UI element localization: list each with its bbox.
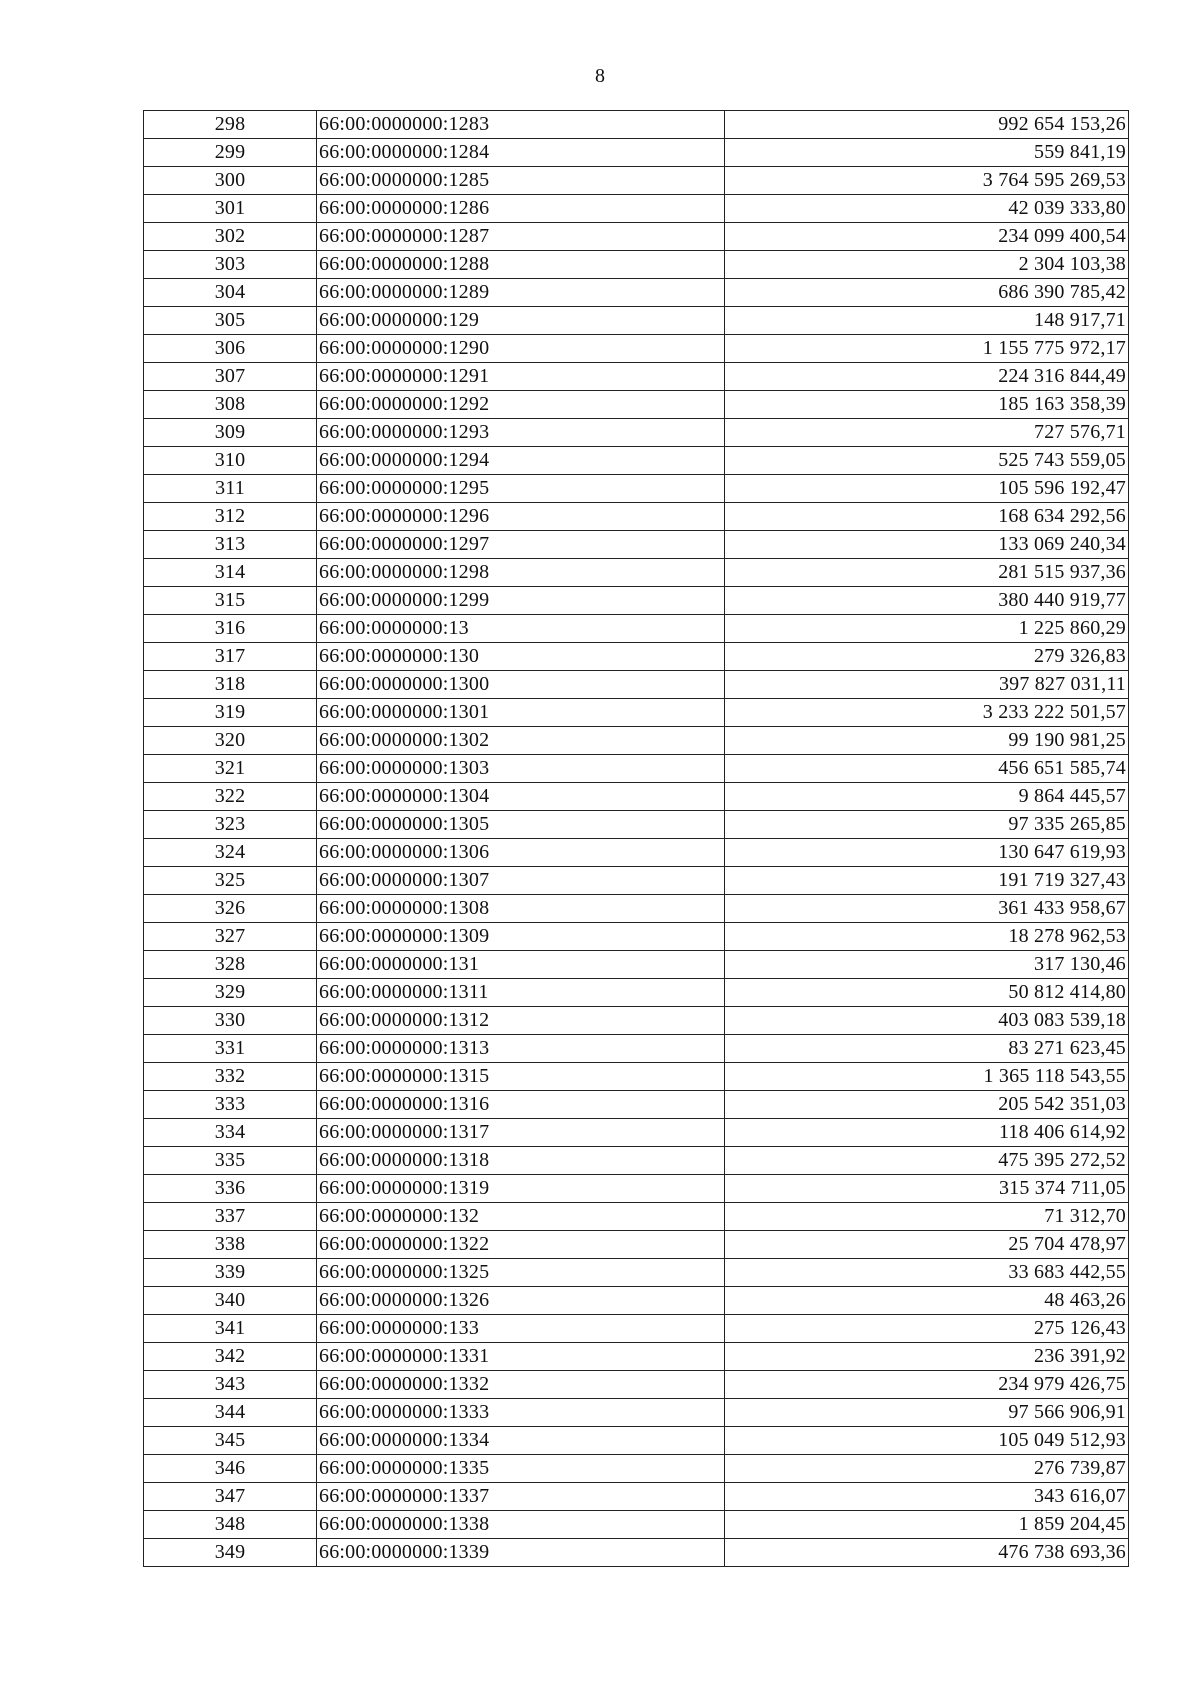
row-number: 323 xyxy=(144,811,317,839)
row-number: 328 xyxy=(144,951,317,979)
row-number: 326 xyxy=(144,895,317,923)
table-row xyxy=(144,727,1129,755)
cadastral-value: 3 764 595 269,53 xyxy=(725,167,1129,195)
table-row xyxy=(144,923,1129,951)
cadastral-value: 279 326,83 xyxy=(725,643,1129,671)
cadastral-value: 1 155 775 972,17 xyxy=(725,335,1129,363)
row-number: 329 xyxy=(144,979,317,1007)
row-number: 305 xyxy=(144,307,317,335)
cadastral-number: 66:00:0000000:1331 xyxy=(317,1343,725,1371)
table-row xyxy=(144,223,1129,251)
table-row xyxy=(144,111,1129,139)
cadastral-value: 18 278 962,53 xyxy=(725,923,1129,951)
cadastral-number: 66:00:0000000:129 xyxy=(317,307,725,335)
row-number: 314 xyxy=(144,559,317,587)
cadastral-value: 1 859 204,45 xyxy=(725,1511,1129,1539)
table-row xyxy=(144,811,1129,839)
cadastral-number: 66:00:0000000:1293 xyxy=(317,419,725,447)
cadastral-number: 66:00:0000000:1339 xyxy=(317,1539,725,1567)
row-number: 325 xyxy=(144,867,317,895)
table-row xyxy=(144,559,1129,587)
row-number: 344 xyxy=(144,1399,317,1427)
cadastral-number: 66:00:0000000:1300 xyxy=(317,671,725,699)
table-row xyxy=(144,1371,1129,1399)
row-number: 342 xyxy=(144,1343,317,1371)
row-number: 301 xyxy=(144,195,317,223)
cadastral-value: 727 576,71 xyxy=(725,419,1129,447)
table-row xyxy=(144,447,1129,475)
cadastral-value: 185 163 358,39 xyxy=(725,391,1129,419)
table-row xyxy=(144,363,1129,391)
table-row xyxy=(144,531,1129,559)
row-number: 332 xyxy=(144,1063,317,1091)
table-row xyxy=(144,699,1129,727)
table-row xyxy=(144,951,1129,979)
row-number: 298 xyxy=(144,111,317,139)
row-number: 349 xyxy=(144,1539,317,1567)
row-number: 320 xyxy=(144,727,317,755)
table-row xyxy=(144,1063,1129,1091)
cadastral-number: 66:00:0000000:1325 xyxy=(317,1259,725,1287)
row-number: 348 xyxy=(144,1511,317,1539)
table-row xyxy=(144,979,1129,1007)
cadastral-value: 234 099 400,54 xyxy=(725,223,1129,251)
row-number: 315 xyxy=(144,587,317,615)
cadastral-number: 66:00:0000000:1332 xyxy=(317,1371,725,1399)
cadastral-value: 48 463,26 xyxy=(725,1287,1129,1315)
row-number: 331 xyxy=(144,1035,317,1063)
table-row xyxy=(144,1287,1129,1315)
table-row xyxy=(144,251,1129,279)
cadastral-number: 66:00:0000000:133 xyxy=(317,1315,725,1343)
row-number: 310 xyxy=(144,447,317,475)
row-number: 340 xyxy=(144,1287,317,1315)
row-number: 327 xyxy=(144,923,317,951)
cadastral-number: 66:00:0000000:1298 xyxy=(317,559,725,587)
cadastral-number: 66:00:0000000:1303 xyxy=(317,755,725,783)
cadastral-value: 50 812 414,80 xyxy=(725,979,1129,1007)
cadastral-number: 66:00:0000000:1313 xyxy=(317,1035,725,1063)
table-row xyxy=(144,839,1129,867)
cadastral-value: 525 743 559,05 xyxy=(725,447,1129,475)
cadastral-value: 475 395 272,52 xyxy=(725,1147,1129,1175)
row-number: 318 xyxy=(144,671,317,699)
row-number: 343 xyxy=(144,1371,317,1399)
cadastral-number: 66:00:0000000:1296 xyxy=(317,503,725,531)
row-number: 324 xyxy=(144,839,317,867)
table-row xyxy=(144,1203,1129,1231)
cadastral-number: 66:00:0000000:1288 xyxy=(317,251,725,279)
cadastral-number: 66:00:0000000:1284 xyxy=(317,139,725,167)
row-number: 347 xyxy=(144,1483,317,1511)
table-row xyxy=(144,1091,1129,1119)
row-number: 300 xyxy=(144,167,317,195)
cadastral-number: 66:00:0000000:1291 xyxy=(317,363,725,391)
cadastral-number: 66:00:0000000:1283 xyxy=(317,111,725,139)
row-number: 308 xyxy=(144,391,317,419)
row-number: 345 xyxy=(144,1427,317,1455)
cadastral-number: 66:00:0000000:1316 xyxy=(317,1091,725,1119)
table-row xyxy=(144,195,1129,223)
row-number: 303 xyxy=(144,251,317,279)
cadastral-number: 66:00:0000000:1302 xyxy=(317,727,725,755)
cadastral-value: 686 390 785,42 xyxy=(725,279,1129,307)
cadastral-value: 234 979 426,75 xyxy=(725,1371,1129,1399)
row-number: 335 xyxy=(144,1147,317,1175)
cadastral-value: 42 039 333,80 xyxy=(725,195,1129,223)
cadastral-number: 66:00:0000000:1333 xyxy=(317,1399,725,1427)
cadastral-value: 361 433 958,67 xyxy=(725,895,1129,923)
table-row xyxy=(144,783,1129,811)
cadastral-value: 168 634 292,56 xyxy=(725,503,1129,531)
table-row xyxy=(144,1511,1129,1539)
table-row xyxy=(144,1539,1129,1567)
cadastral-number: 66:00:0000000:1309 xyxy=(317,923,725,951)
cadastral-value: 224 316 844,49 xyxy=(725,363,1129,391)
row-number: 299 xyxy=(144,139,317,167)
table-row xyxy=(144,139,1129,167)
row-number: 317 xyxy=(144,643,317,671)
cadastral-value: 97 335 265,85 xyxy=(725,811,1129,839)
row-number: 307 xyxy=(144,363,317,391)
row-number: 313 xyxy=(144,531,317,559)
cadastral-number: 66:00:0000000:1338 xyxy=(317,1511,725,1539)
row-number: 333 xyxy=(144,1091,317,1119)
row-number: 339 xyxy=(144,1259,317,1287)
cadastral-number: 66:00:0000000:1285 xyxy=(317,167,725,195)
cadastral-value: 191 719 327,43 xyxy=(725,867,1129,895)
cadastral-value: 130 647 619,93 xyxy=(725,839,1129,867)
table-row xyxy=(144,335,1129,363)
table-row xyxy=(144,1119,1129,1147)
row-number: 337 xyxy=(144,1203,317,1231)
cadastral-value: 317 130,46 xyxy=(725,951,1129,979)
cadastral-value-table xyxy=(143,110,1129,1567)
row-number: 334 xyxy=(144,1119,317,1147)
cadastral-number: 66:00:0000000:1287 xyxy=(317,223,725,251)
cadastral-value: 99 190 981,25 xyxy=(725,727,1129,755)
cadastral-value: 33 683 442,55 xyxy=(725,1259,1129,1287)
cadastral-value: 397 827 031,11 xyxy=(725,671,1129,699)
cadastral-value: 380 440 919,77 xyxy=(725,587,1129,615)
table-row xyxy=(144,391,1129,419)
row-number: 319 xyxy=(144,699,317,727)
cadastral-number: 66:00:0000000:1294 xyxy=(317,447,725,475)
row-number: 312 xyxy=(144,503,317,531)
cadastral-number: 66:00:0000000:13 xyxy=(317,615,725,643)
cadastral-number: 66:00:0000000:1307 xyxy=(317,867,725,895)
table-row xyxy=(144,671,1129,699)
row-number: 316 xyxy=(144,615,317,643)
cadastral-value: 205 542 351,03 xyxy=(725,1091,1129,1119)
table-row xyxy=(144,167,1129,195)
row-number: 302 xyxy=(144,223,317,251)
cadastral-value: 83 271 623,45 xyxy=(725,1035,1129,1063)
cadastral-value: 1 365 118 543,55 xyxy=(725,1063,1129,1091)
table-row xyxy=(144,895,1129,923)
cadastral-number: 66:00:0000000:1295 xyxy=(317,475,725,503)
cadastral-value: 476 738 693,36 xyxy=(725,1539,1129,1567)
row-number: 304 xyxy=(144,279,317,307)
cadastral-value: 1 225 860,29 xyxy=(725,615,1129,643)
cadastral-number: 66:00:0000000:1337 xyxy=(317,1483,725,1511)
cadastral-value: 992 654 153,26 xyxy=(725,111,1129,139)
cadastral-number: 66:00:0000000:1289 xyxy=(317,279,725,307)
cadastral-value: 71 312,70 xyxy=(725,1203,1129,1231)
cadastral-number: 66:00:0000000:1322 xyxy=(317,1231,725,1259)
cadastral-number: 66:00:0000000:1335 xyxy=(317,1455,725,1483)
cadastral-number: 66:00:0000000:1308 xyxy=(317,895,725,923)
table-row xyxy=(144,1343,1129,1371)
table-row xyxy=(144,1399,1129,1427)
row-number: 321 xyxy=(144,755,317,783)
cadastral-number: 66:00:0000000:1304 xyxy=(317,783,725,811)
row-number: 306 xyxy=(144,335,317,363)
cadastral-value: 148 917,71 xyxy=(725,307,1129,335)
table-row xyxy=(144,1231,1129,1259)
table-row xyxy=(144,1315,1129,1343)
cadastral-number: 66:00:0000000:1297 xyxy=(317,531,725,559)
cadastral-number: 66:00:0000000:1318 xyxy=(317,1147,725,1175)
cadastral-number: 66:00:0000000:1334 xyxy=(317,1427,725,1455)
table-row xyxy=(144,419,1129,447)
cadastral-value: 276 739,87 xyxy=(725,1455,1129,1483)
cadastral-number: 66:00:0000000:1312 xyxy=(317,1007,725,1035)
cadastral-number: 66:00:0000000:1306 xyxy=(317,839,725,867)
cadastral-number: 66:00:0000000:1305 xyxy=(317,811,725,839)
cadastral-value: 3 233 222 501,57 xyxy=(725,699,1129,727)
cadastral-value: 133 069 240,34 xyxy=(725,531,1129,559)
table-body xyxy=(144,111,1129,1567)
cadastral-number: 66:00:0000000:1315 xyxy=(317,1063,725,1091)
cadastral-number: 66:00:0000000:1286 xyxy=(317,195,725,223)
row-number: 336 xyxy=(144,1175,317,1203)
cadastral-number: 66:00:0000000:1311 xyxy=(317,979,725,1007)
cadastral-number: 66:00:0000000:1326 xyxy=(317,1287,725,1315)
cadastral-number: 66:00:0000000:131 xyxy=(317,951,725,979)
cadastral-number: 66:00:0000000:1299 xyxy=(317,587,725,615)
table-row xyxy=(144,503,1129,531)
cadastral-value: 343 616,07 xyxy=(725,1483,1129,1511)
cadastral-value: 236 391,92 xyxy=(725,1343,1129,1371)
table-row xyxy=(144,307,1129,335)
table-row xyxy=(144,1259,1129,1287)
cadastral-number: 66:00:0000000:1319 xyxy=(317,1175,725,1203)
table-row xyxy=(144,755,1129,783)
row-number: 346 xyxy=(144,1455,317,1483)
cadastral-value: 97 566 906,91 xyxy=(725,1399,1129,1427)
table-row xyxy=(144,867,1129,895)
table-row xyxy=(144,1455,1129,1483)
cadastral-value: 559 841,19 xyxy=(725,139,1129,167)
table-row xyxy=(144,1427,1129,1455)
row-number: 309 xyxy=(144,419,317,447)
cadastral-number: 66:00:0000000:1317 xyxy=(317,1119,725,1147)
cadastral-number: 66:00:0000000:1290 xyxy=(317,335,725,363)
table-row xyxy=(144,643,1129,671)
table-row xyxy=(144,587,1129,615)
row-number: 338 xyxy=(144,1231,317,1259)
table-row xyxy=(144,1483,1129,1511)
cadastral-value: 105 596 192,47 xyxy=(725,475,1129,503)
cadastral-number: 66:00:0000000:132 xyxy=(317,1203,725,1231)
table-row xyxy=(144,475,1129,503)
cadastral-number: 66:00:0000000:130 xyxy=(317,643,725,671)
cadastral-value: 403 083 539,18 xyxy=(725,1007,1129,1035)
table-row xyxy=(144,1035,1129,1063)
cadastral-value: 456 651 585,74 xyxy=(725,755,1129,783)
row-number: 330 xyxy=(144,1007,317,1035)
page-number: 8 xyxy=(595,65,605,87)
cadastral-value: 9 864 445,57 xyxy=(725,783,1129,811)
cadastral-value: 2 304 103,38 xyxy=(725,251,1129,279)
cadastral-value: 281 515 937,36 xyxy=(725,559,1129,587)
cadastral-value: 25 704 478,97 xyxy=(725,1231,1129,1259)
table-row xyxy=(144,1147,1129,1175)
table-row xyxy=(144,279,1129,307)
table-row xyxy=(144,1175,1129,1203)
row-number: 311 xyxy=(144,475,317,503)
cadastral-value: 275 126,43 xyxy=(725,1315,1129,1343)
table-row xyxy=(144,615,1129,643)
cadastral-value: 118 406 614,92 xyxy=(725,1119,1129,1147)
cadastral-number: 66:00:0000000:1292 xyxy=(317,391,725,419)
cadastral-value: 315 374 711,05 xyxy=(725,1175,1129,1203)
cadastral-value: 105 049 512,93 xyxy=(725,1427,1129,1455)
row-number: 322 xyxy=(144,783,317,811)
table-row xyxy=(144,1007,1129,1035)
cadastral-number: 66:00:0000000:1301 xyxy=(317,699,725,727)
row-number: 341 xyxy=(144,1315,317,1343)
